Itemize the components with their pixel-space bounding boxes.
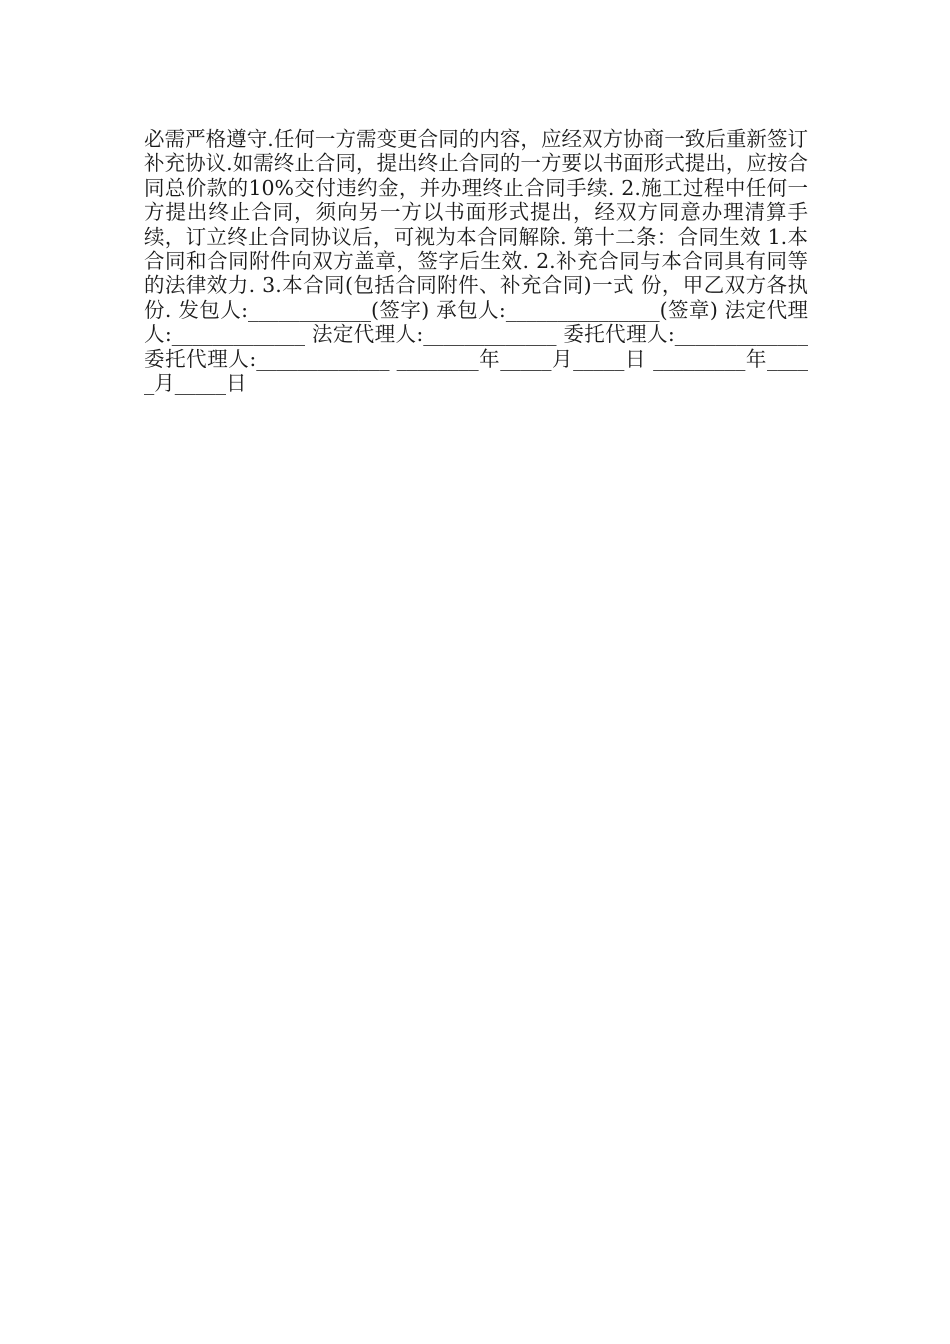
contract-body-text: 必需严格遵守.任何一方需变更合同的内容，应经双方协商一致后重新签订补充协议.如需终止合同，提出终止合同的一方要以书面形式提出，应按合同总价款的10%交付违约金，并办理终止合同手续. 2.施工过程中任何一方提出终止合同，须向另一方以书面形式提出，经双方同意办理清算手续，订立终止合同协议后，可视为本合同解除. 第十二条：合同生效 1.本合同和合同附件向双方盖章，签字后生效. 2.补充合同与本合同具有同等的法律效力. 3.本合同(包括合同附件、补充合同)一式 份，甲乙双方各执 份. 发包人:____________(签字) 承包人:_______________(签章) 法定代理人:_____________ 法定代理人:_____________ 委托代理人:_____________ 委托代理人:_____________ ________年_____月_____日 _________年_____月_____日 [144,127,808,396]
